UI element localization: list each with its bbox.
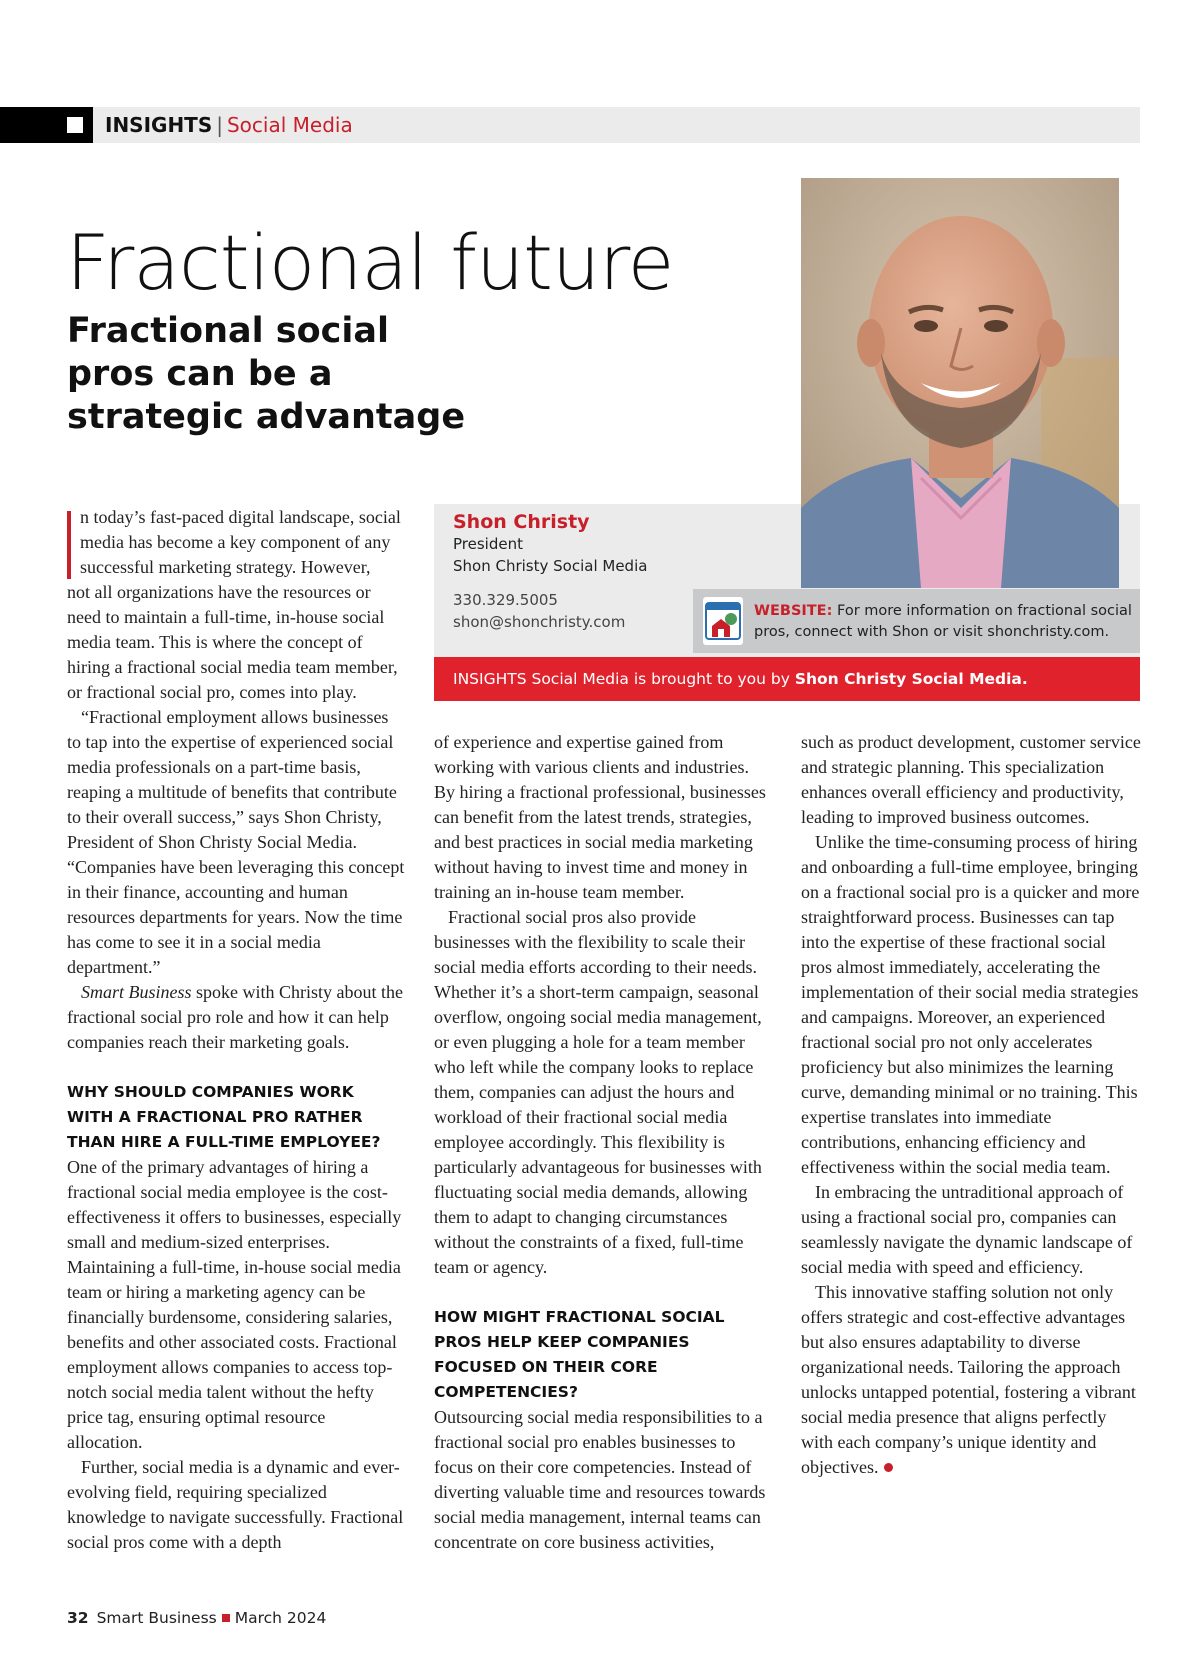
interview-intro-text: spoke with Christy about the fractional social pro role and how it can help companies reach their marketing goals.: [67, 982, 403, 1052]
answer-paragraph-2: Further, social media is a dynamic and ever-evolving field, requiring specialized knowledge to navigate successfully. Fractional social pros come with a depth: [67, 1457, 404, 1552]
col2-paragraph-2: Fractional social pros also provide businesses with the flexibility to scale their social media efforts according to their needs. Whether it’s a short-term campaign, seasonal overflow, ongoing social media management, or even plugging a hole for a team member who left while the company looks to replace them, companies can adjust the hours and workload of their fractional social media employee accordingly. This flexibility is particularly advantageous for businesses with fluctuating social media demands, allowing them to adapt to changing circumstances without the constraints of a fixed, full-time team or agency.: [434, 907, 762, 1277]
issue-date: March 2024: [234, 1609, 327, 1627]
question-heading-1: WHY SHOULD COMPANIES WORK WITH A FRACTIONAL PRO RATHER THAN HIRE A FULL-TIME EMPLOYEE?: [67, 1083, 381, 1151]
col3-paragraph-4: [801, 1280, 1141, 1480]
sponsor-prefix: INSIGHTS Social Media is brought to you by: [453, 670, 795, 688]
publication-name: Smart Business: [96, 1609, 217, 1627]
section-header-bar: [0, 107, 1140, 143]
interview-intro: [67, 980, 405, 1055]
page-number: 32: [67, 1609, 89, 1627]
closing-text: This innovative staffing solution not only offers strategic and cost-effective advantages but also ensures adaptability to diverse organizational needs. Tailoring the approach unlocks untapped potential, fostering a vibrant social media presence that aligns perfectly with each company’s unique identity and objectives.: [801, 1282, 1136, 1477]
col3-paragraph-3: In embracing the untraditional approach of using a fractional social pro, companies can seamlessly navigate the dynamic landscape of social media with speed and efficiency.: [801, 1182, 1133, 1277]
body-column-1: [67, 505, 405, 1555]
body-column-3: [801, 730, 1141, 1480]
website-icon: [703, 597, 743, 645]
author-phone[interactable]: 330.329.5005: [453, 591, 558, 609]
author-title: President: [453, 535, 523, 553]
col2-paragraph-1: of experience and expertise gained from working with various clients and industries. By hiring a fractional professional, businesses can benefit from the latest trends, strategies, and best practices in social media marketing without having to invest time and money in training an in-house team member.: [434, 732, 766, 902]
section-label: [105, 113, 353, 137]
square-icon: [67, 117, 83, 133]
quote-paragraph: “Fractional employment allows businesses to tap into the expertise of experienced social media professionals on a part-time basis, reaping a multitude of benefits that contribute to their overall success,” says Shon Christy, President of Shon Christy Social Media. “Companies have been leveraging this concept in their finance, accounting and human resources departments for years. Now the time has come to see it in a social media department.”: [67, 707, 405, 977]
sponsor-text: [453, 668, 1028, 690]
publication-mention: Smart Business: [81, 982, 192, 1002]
website-label: WEBSITE:: [754, 603, 833, 619]
page-footer: [67, 1608, 326, 1628]
author-name: Shon Christy: [453, 511, 590, 533]
intro-lines: n today’s fast-paced digital landscape, social media has become a key component of any successful marketing strategy. However,: [80, 507, 401, 577]
col2-paragraph-3: Outsourcing social media responsibilities to a fractional social pro enables businesses to focus on their core competencies. Instead of diverting valuable time and resources towards social media management, internal teams can concentrate on core business activities,: [434, 1407, 766, 1552]
dropcap-bar: [67, 511, 71, 579]
body-column-2: [434, 730, 774, 1555]
section-name: INSIGHTS: [105, 113, 213, 137]
headshot-photo: [801, 178, 1119, 588]
footer-square-icon: [222, 1614, 230, 1622]
end-mark-icon: [884, 1463, 893, 1472]
section-topic: Social Media: [226, 113, 353, 137]
article-headline: Fractional future: [66, 218, 674, 307]
question-heading-2: HOW MIGHT FRACTIONAL SOCIAL PROS HELP KEEP COMPANIES FOCUSED ON THEIR CORE COMPETENCIES?: [434, 1308, 725, 1401]
col3-paragraph-1: such as product development, customer service and strategic planning. This specialization enhances overall efficiency and productivity, leading to improved business outcomes.: [801, 732, 1141, 827]
intro-paragraph: not all organizations have the resources or need to maintain a full-time, in-house social media team. This is where the concept of hiring a fractional social media team member, or fractional social pro, comes into play.: [67, 582, 398, 702]
author-company: Shon Christy Social Media: [453, 557, 648, 575]
article-subhead: Fractional social pros can be a strategic advantage: [67, 311, 466, 437]
author-email[interactable]: shon@shonchristy.com: [453, 613, 626, 631]
answer-paragraph-1: One of the primary advantages of hiring a fractional social media employee is the cost-effectiveness it offers to businesses, especially small and medium-sized enterprises. Maintaining a full-time, in-house social media team or hiring a marketing agency can be financially burdensome, considering salaries, benefits and other associated costs. Fractional employment allows companies to access top-notch social media talent without the hefty price tag, ensuring optimal resource allocation.: [67, 1157, 402, 1452]
section-separator: |: [216, 113, 223, 137]
headshot-illustration: [801, 178, 1119, 588]
website-icon-graphic: [703, 597, 743, 645]
website-description: For more information on fractional social pros, connect with Shon or visit shonchristy.com.: [754, 603, 1132, 640]
col3-paragraph-2: Unlike the time-consuming process of hiring and onboarding a full-time employee, bringing on a fractional social pro is a quicker and more straightforward process. Businesses can tap into the expertise of these fractional social pros almost immediately, accelerating the implementation of their social media strategies and campaigns. Moreover, an experienced fractional social pro not only accelerates proficiency but also minimizes the learning curve, demanding minimal or no training. This expertise translates into immediate contributions, enhancing efficiency and effectiveness within the social media team.: [801, 832, 1140, 1177]
dropcap-paragraph: [67, 505, 405, 580]
website-text: [754, 601, 1132, 643]
sponsor-name: Shon Christy Social Media.: [794, 670, 1028, 688]
